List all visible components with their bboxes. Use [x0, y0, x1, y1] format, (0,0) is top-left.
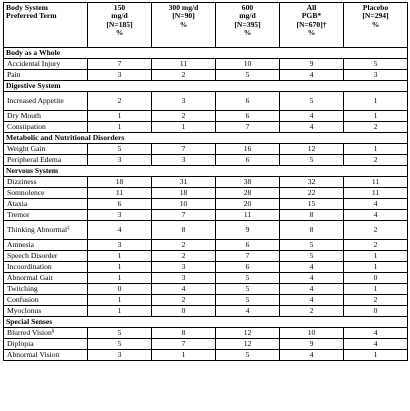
value-cell: 6: [216, 262, 280, 273]
table-row: [4, 284, 408, 295]
value-cell: 5: [280, 92, 344, 111]
value-cell: 5: [216, 295, 280, 306]
header-row: [4, 3, 408, 48]
preferred-term-cell: [4, 155, 88, 166]
value-cell: 3: [152, 92, 216, 111]
preferred-term: Ataxia: [7, 198, 28, 208]
header-line: PGB*: [301, 11, 322, 21]
preferred-term-cell: [4, 122, 88, 133]
table-row: [4, 188, 408, 199]
header-line: 150: [113, 3, 126, 12]
value-cell: 1: [344, 92, 408, 111]
value-cell: 6: [216, 92, 280, 111]
value-cell: 9: [280, 59, 344, 70]
section-row: [4, 133, 408, 144]
value-cell: 12: [216, 328, 280, 339]
value-cell: 3: [88, 70, 152, 81]
value-cell: 3: [344, 70, 408, 81]
value-cell: 5: [344, 59, 408, 70]
preferred-term-cell: [4, 350, 88, 361]
value-cell: 5: [216, 350, 280, 361]
section-title: Special Senses: [4, 317, 408, 328]
value-cell: 4: [216, 306, 280, 317]
value-cell: 1: [88, 273, 152, 284]
table-row: [4, 328, 408, 339]
value-cell: 5: [216, 273, 280, 284]
preferred-term-cell: [4, 295, 88, 306]
value-cell: 1: [88, 111, 152, 122]
value-cell: 38: [216, 177, 280, 188]
header-line: [N=90]: [172, 11, 195, 21]
header-line: All: [306, 3, 317, 12]
value-cell: 3: [88, 350, 152, 361]
preferred-term: Thinking Abnormal: [7, 224, 68, 234]
header-line: %: [179, 19, 188, 29]
preferred-term-cell: [4, 111, 88, 122]
header-line: %: [307, 28, 316, 38]
preferred-term-cell: [4, 177, 88, 188]
value-cell: 3: [88, 210, 152, 221]
value-cell: 5: [280, 155, 344, 166]
header-line: %: [243, 28, 252, 38]
table-row: [4, 240, 408, 251]
value-cell: 2: [88, 92, 152, 111]
value-cell: 9: [216, 221, 280, 240]
value-cell: 2: [152, 70, 216, 81]
preferred-term-cell: [4, 59, 88, 70]
value-cell: 2: [344, 122, 408, 133]
value-cell: 8: [280, 221, 344, 240]
value-cell: 8: [152, 221, 216, 240]
value-cell: 5: [88, 144, 152, 155]
table-body: [4, 48, 408, 361]
value-cell: 2: [152, 240, 216, 251]
table-row: [4, 221, 408, 240]
value-cell: 2: [344, 295, 408, 306]
header-line: 300 mg/d: [168, 3, 199, 12]
value-cell: 3: [88, 240, 152, 251]
value-cell: 9: [280, 339, 344, 350]
value-cell: 1: [344, 262, 408, 273]
table-row: [4, 59, 408, 70]
value-cell: 4: [344, 210, 408, 221]
preferred-term-cell: [4, 188, 88, 199]
value-cell: 32: [280, 177, 344, 188]
value-cell: 4: [280, 273, 344, 284]
header-line: 600: [241, 3, 254, 12]
header-300-mg: [152, 3, 216, 48]
header-line: [N=185]: [106, 19, 133, 29]
value-cell: 4: [280, 284, 344, 295]
header-line: [N=294]: [362, 11, 389, 21]
table-row: [4, 177, 408, 188]
value-cell: 1: [344, 111, 408, 122]
value-cell: 10: [280, 328, 344, 339]
section-row: [4, 317, 408, 328]
preferred-term: Speech Disorder: [7, 250, 58, 260]
value-cell: 5: [88, 328, 152, 339]
header-line: [N=670]†: [296, 19, 327, 29]
value-cell: 2: [152, 251, 216, 262]
value-cell: 28: [216, 188, 280, 199]
value-cell: 8: [152, 328, 216, 339]
value-cell: 1: [88, 122, 152, 133]
value-cell: 4: [344, 339, 408, 350]
value-cell: 0: [88, 284, 152, 295]
value-cell: 3: [152, 262, 216, 273]
table-row: [4, 92, 408, 111]
value-cell: 5: [216, 284, 280, 295]
value-cell: 11: [152, 59, 216, 70]
value-cell: 1: [344, 284, 408, 295]
value-cell: 15: [280, 199, 344, 210]
header-150-mg: [88, 3, 152, 48]
preferred-term: Amnesia: [7, 239, 34, 249]
table-row: [4, 111, 408, 122]
table-row: [4, 199, 408, 210]
value-cell: 7: [216, 251, 280, 262]
preferred-term: Somnolence: [7, 187, 45, 197]
header-line: Placebo: [362, 3, 389, 12]
value-cell: 0: [152, 306, 216, 317]
value-cell: 10: [216, 59, 280, 70]
value-cell: 11: [344, 177, 408, 188]
value-cell: 16: [216, 144, 280, 155]
preferred-term: Incoordination: [7, 261, 52, 271]
header-line: Preferred Term: [6, 11, 57, 21]
value-cell: 0: [344, 273, 408, 284]
value-cell: 3: [152, 273, 216, 284]
table-row: [4, 339, 408, 350]
value-cell: 1: [152, 350, 216, 361]
value-cell: 7: [152, 339, 216, 350]
value-cell: 4: [280, 122, 344, 133]
value-cell: 7: [152, 144, 216, 155]
value-cell: 5: [216, 70, 280, 81]
section-title: Body as a Whole: [4, 48, 408, 59]
value-cell: 4: [344, 328, 408, 339]
value-cell: 22: [280, 188, 344, 199]
value-cell: 4: [280, 111, 344, 122]
preferred-term: Pain: [7, 69, 21, 79]
header-line: mg/d: [239, 11, 256, 21]
value-cell: 5: [280, 240, 344, 251]
header-all-pgb: [280, 3, 344, 48]
value-cell: 7: [88, 59, 152, 70]
value-cell: 6: [88, 199, 152, 210]
header-600-mg: [216, 3, 280, 48]
header-placebo: [344, 3, 408, 48]
preferred-term: Accidental Injury: [7, 58, 61, 68]
header-line: mg/d: [111, 11, 128, 21]
header-line: Body System: [6, 3, 48, 12]
value-cell: 4: [280, 350, 344, 361]
value-cell: 2: [152, 295, 216, 306]
value-cell: 4: [88, 221, 152, 240]
value-cell: 18: [152, 188, 216, 199]
preferred-term: Dizziness: [7, 176, 37, 186]
value-cell: 7: [216, 122, 280, 133]
preferred-term: Abnormal Gait: [7, 272, 53, 282]
value-cell: 1: [152, 122, 216, 133]
value-cell: 6: [216, 240, 280, 251]
value-cell: 11: [216, 210, 280, 221]
value-cell: 4: [280, 295, 344, 306]
preferred-term: Peripheral Edema: [7, 154, 62, 164]
preferred-term: Twitching: [7, 283, 38, 293]
value-cell: 10: [152, 199, 216, 210]
preferred-term-cell: [4, 284, 88, 295]
adverse-events-table: [3, 2, 408, 361]
section-row: [4, 81, 408, 92]
value-cell: 7: [152, 210, 216, 221]
value-cell: 8: [280, 210, 344, 221]
preferred-term: Myoclonus: [7, 305, 42, 315]
preferred-term-cell: [4, 144, 88, 155]
value-cell: 11: [344, 188, 408, 199]
value-cell: 11: [88, 188, 152, 199]
header-line: %: [115, 28, 124, 38]
preferred-term-cell: [4, 210, 88, 221]
value-cell: 2: [152, 111, 216, 122]
table-row: [4, 210, 408, 221]
value-cell: 1: [344, 251, 408, 262]
footnote-marker: §: [51, 328, 55, 334]
table-row: [4, 350, 408, 361]
table-row: [4, 306, 408, 317]
section-title: Digestive System: [4, 81, 408, 92]
value-cell: 3: [88, 155, 152, 166]
value-cell: 20: [216, 199, 280, 210]
preferred-term-cell: [4, 262, 88, 273]
value-cell: 4: [280, 262, 344, 273]
value-cell: 1: [344, 144, 408, 155]
value-cell: 1: [88, 306, 152, 317]
table-row: [4, 70, 408, 81]
table-row: [4, 144, 408, 155]
preferred-term-cell: [4, 273, 88, 284]
value-cell: 4: [344, 199, 408, 210]
value-cell: 4: [152, 284, 216, 295]
value-cell: 1: [88, 251, 152, 262]
preferred-term: Constipation: [7, 121, 46, 131]
section-row: [4, 166, 408, 177]
table-row: [4, 262, 408, 273]
table-row: [4, 155, 408, 166]
value-cell: 5: [280, 251, 344, 262]
header-line: [N=395]: [234, 19, 261, 29]
value-cell: 4: [280, 70, 344, 81]
value-cell: 2: [280, 306, 344, 317]
value-cell: 6: [216, 155, 280, 166]
preferred-term: Tremor: [7, 209, 30, 219]
value-cell: 2: [344, 221, 408, 240]
table-row: [4, 122, 408, 133]
preferred-term: Dry Mouth: [7, 110, 41, 120]
preferred-term: Confusion: [7, 294, 39, 304]
value-cell: 12: [216, 339, 280, 350]
preferred-term-cell: [4, 240, 88, 251]
preferred-term-cell: [4, 251, 88, 262]
table-row: [4, 251, 408, 262]
preferred-term: Weight Gain: [7, 143, 46, 153]
preferred-term-cell: [4, 339, 88, 350]
value-cell: 2: [344, 240, 408, 251]
value-cell: 1: [88, 262, 152, 273]
value-cell: 31: [152, 177, 216, 188]
section-row: [4, 48, 408, 59]
preferred-term-cell: [4, 92, 88, 111]
value-cell: 1: [344, 350, 408, 361]
value-cell: 6: [216, 111, 280, 122]
value-cell: 1: [88, 295, 152, 306]
value-cell: 12: [280, 144, 344, 155]
table-row: [4, 295, 408, 306]
value-cell: 18: [88, 177, 152, 188]
preferred-term: Abnormal Vision: [7, 349, 60, 359]
value-cell: 5: [88, 339, 152, 350]
preferred-term-cell: [4, 328, 88, 339]
value-cell: 3: [152, 155, 216, 166]
header-line: %: [371, 19, 380, 29]
value-cell: 2: [344, 155, 408, 166]
value-cell: 0: [344, 306, 408, 317]
preferred-term-cell: [4, 70, 88, 81]
preferred-term: Diplopia: [7, 338, 34, 348]
table-row: [4, 273, 408, 284]
preferred-term-cell: [4, 306, 88, 317]
preferred-term-cell: [4, 199, 88, 210]
footnote-marker: ‡: [67, 225, 70, 231]
section-title: Metabolic and Nutritional Disorders: [4, 133, 408, 144]
preferred-term: Blurred Vision: [7, 327, 52, 337]
header-body-system: [4, 3, 88, 48]
preferred-term-cell: [4, 221, 88, 240]
preferred-term: Increased Appetite: [7, 95, 64, 105]
section-title: Nervous System: [4, 166, 408, 177]
